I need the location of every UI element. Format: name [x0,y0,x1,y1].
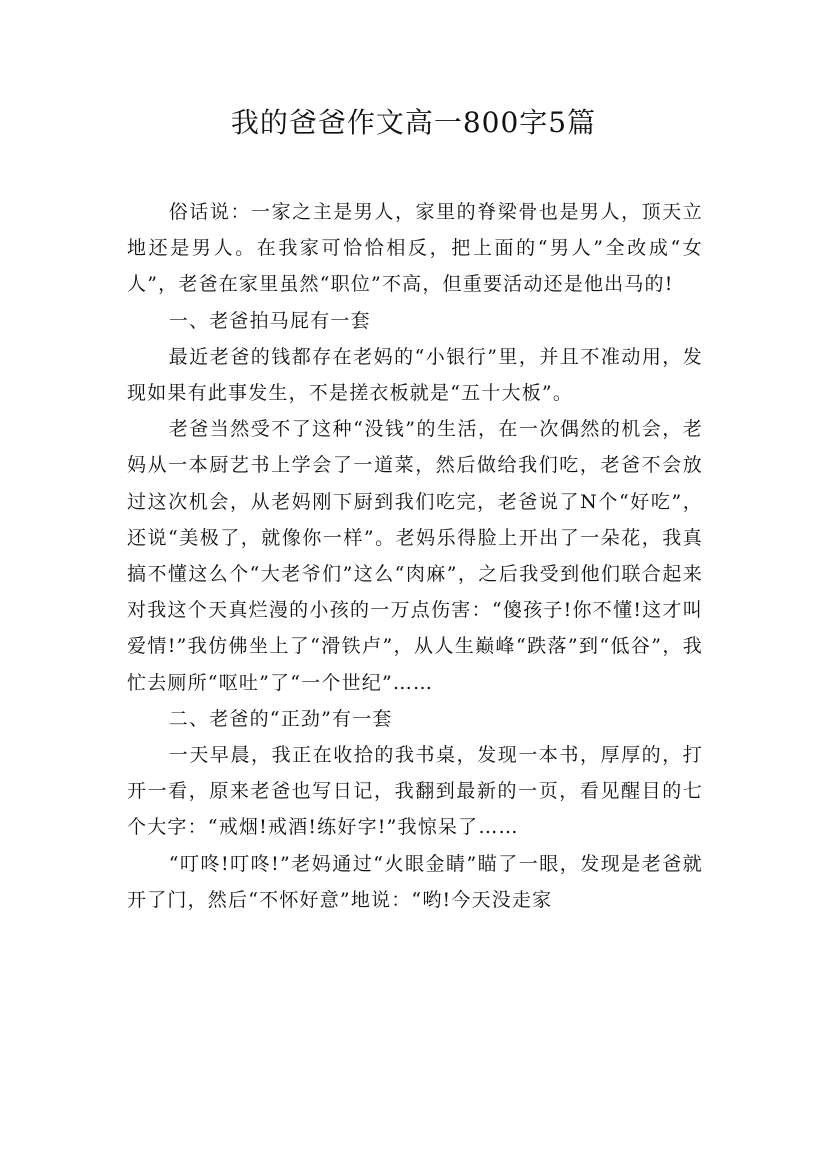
document-body [127,194,703,918]
paragraph-intro: 俗话说：一家之主是男人，家里的脊梁骨也是男人，顶天立地还是男人。在我家可恰恰相反，把上面的“男人”全改成“女人”，老爸在家里虽然“职位”不高，但重要活动还是他出马的! [127,201,703,296]
paragraph-savings: 最近老爸的钱都存在老妈的“小银行”里，并且不准动用，发现如果有此事发生，不是搓衣板就是“五十大板”。 [127,345,703,405]
paragraph-doorbell: “叮咚!叮咚!”老妈通过“火眼金睛”瞄了一眼，发现是老爸就开了门，然后“不怀好意”地说：“哟!今天没走家 [127,852,703,911]
paragraph-diary: 一天早晨，我正在收拾的我书桌，发现一本书，厚厚的，打开一看，原来老爸也写日记，我翻到最新的一页，看见醒目的七个大字：“戒烟!戒酒!练好字!”我惊呆了…… [127,744,703,839]
section-heading-2: 二、老爸的“正劲”有一套 [168,707,393,730]
section-heading-1: 一、老爸拍马屁有一套 [168,309,371,332]
paragraph-cooking-story: 老爸当然受不了这种“没钱”的生活，在一次偶然的机会，老妈从一本厨艺书上学会了一道菜，然后做给我们吃，老爸不会放过这次机会，从老妈刚下厨到我们吃完，老爸说了N个“好吃”，还说“美极了，就像你一样”。老妈乐得脸上开出了一朵花，我真搞不懂这么个“大老爷们”这么“肉麻”，之后我受到他们联合起来对我这个天真烂漫的小孩的一万点伤害：“傻孩子!你不懂!这才叫爱情!”我仿佛坐上了“滑铁卢”，从人生巅峰“跌落”到“低谷”，我忙去厕所“呕吐”了“一个世纪”…… [127,418,703,694]
document-title: 我的爸爸作文高一800字5篇 [230,106,597,139]
